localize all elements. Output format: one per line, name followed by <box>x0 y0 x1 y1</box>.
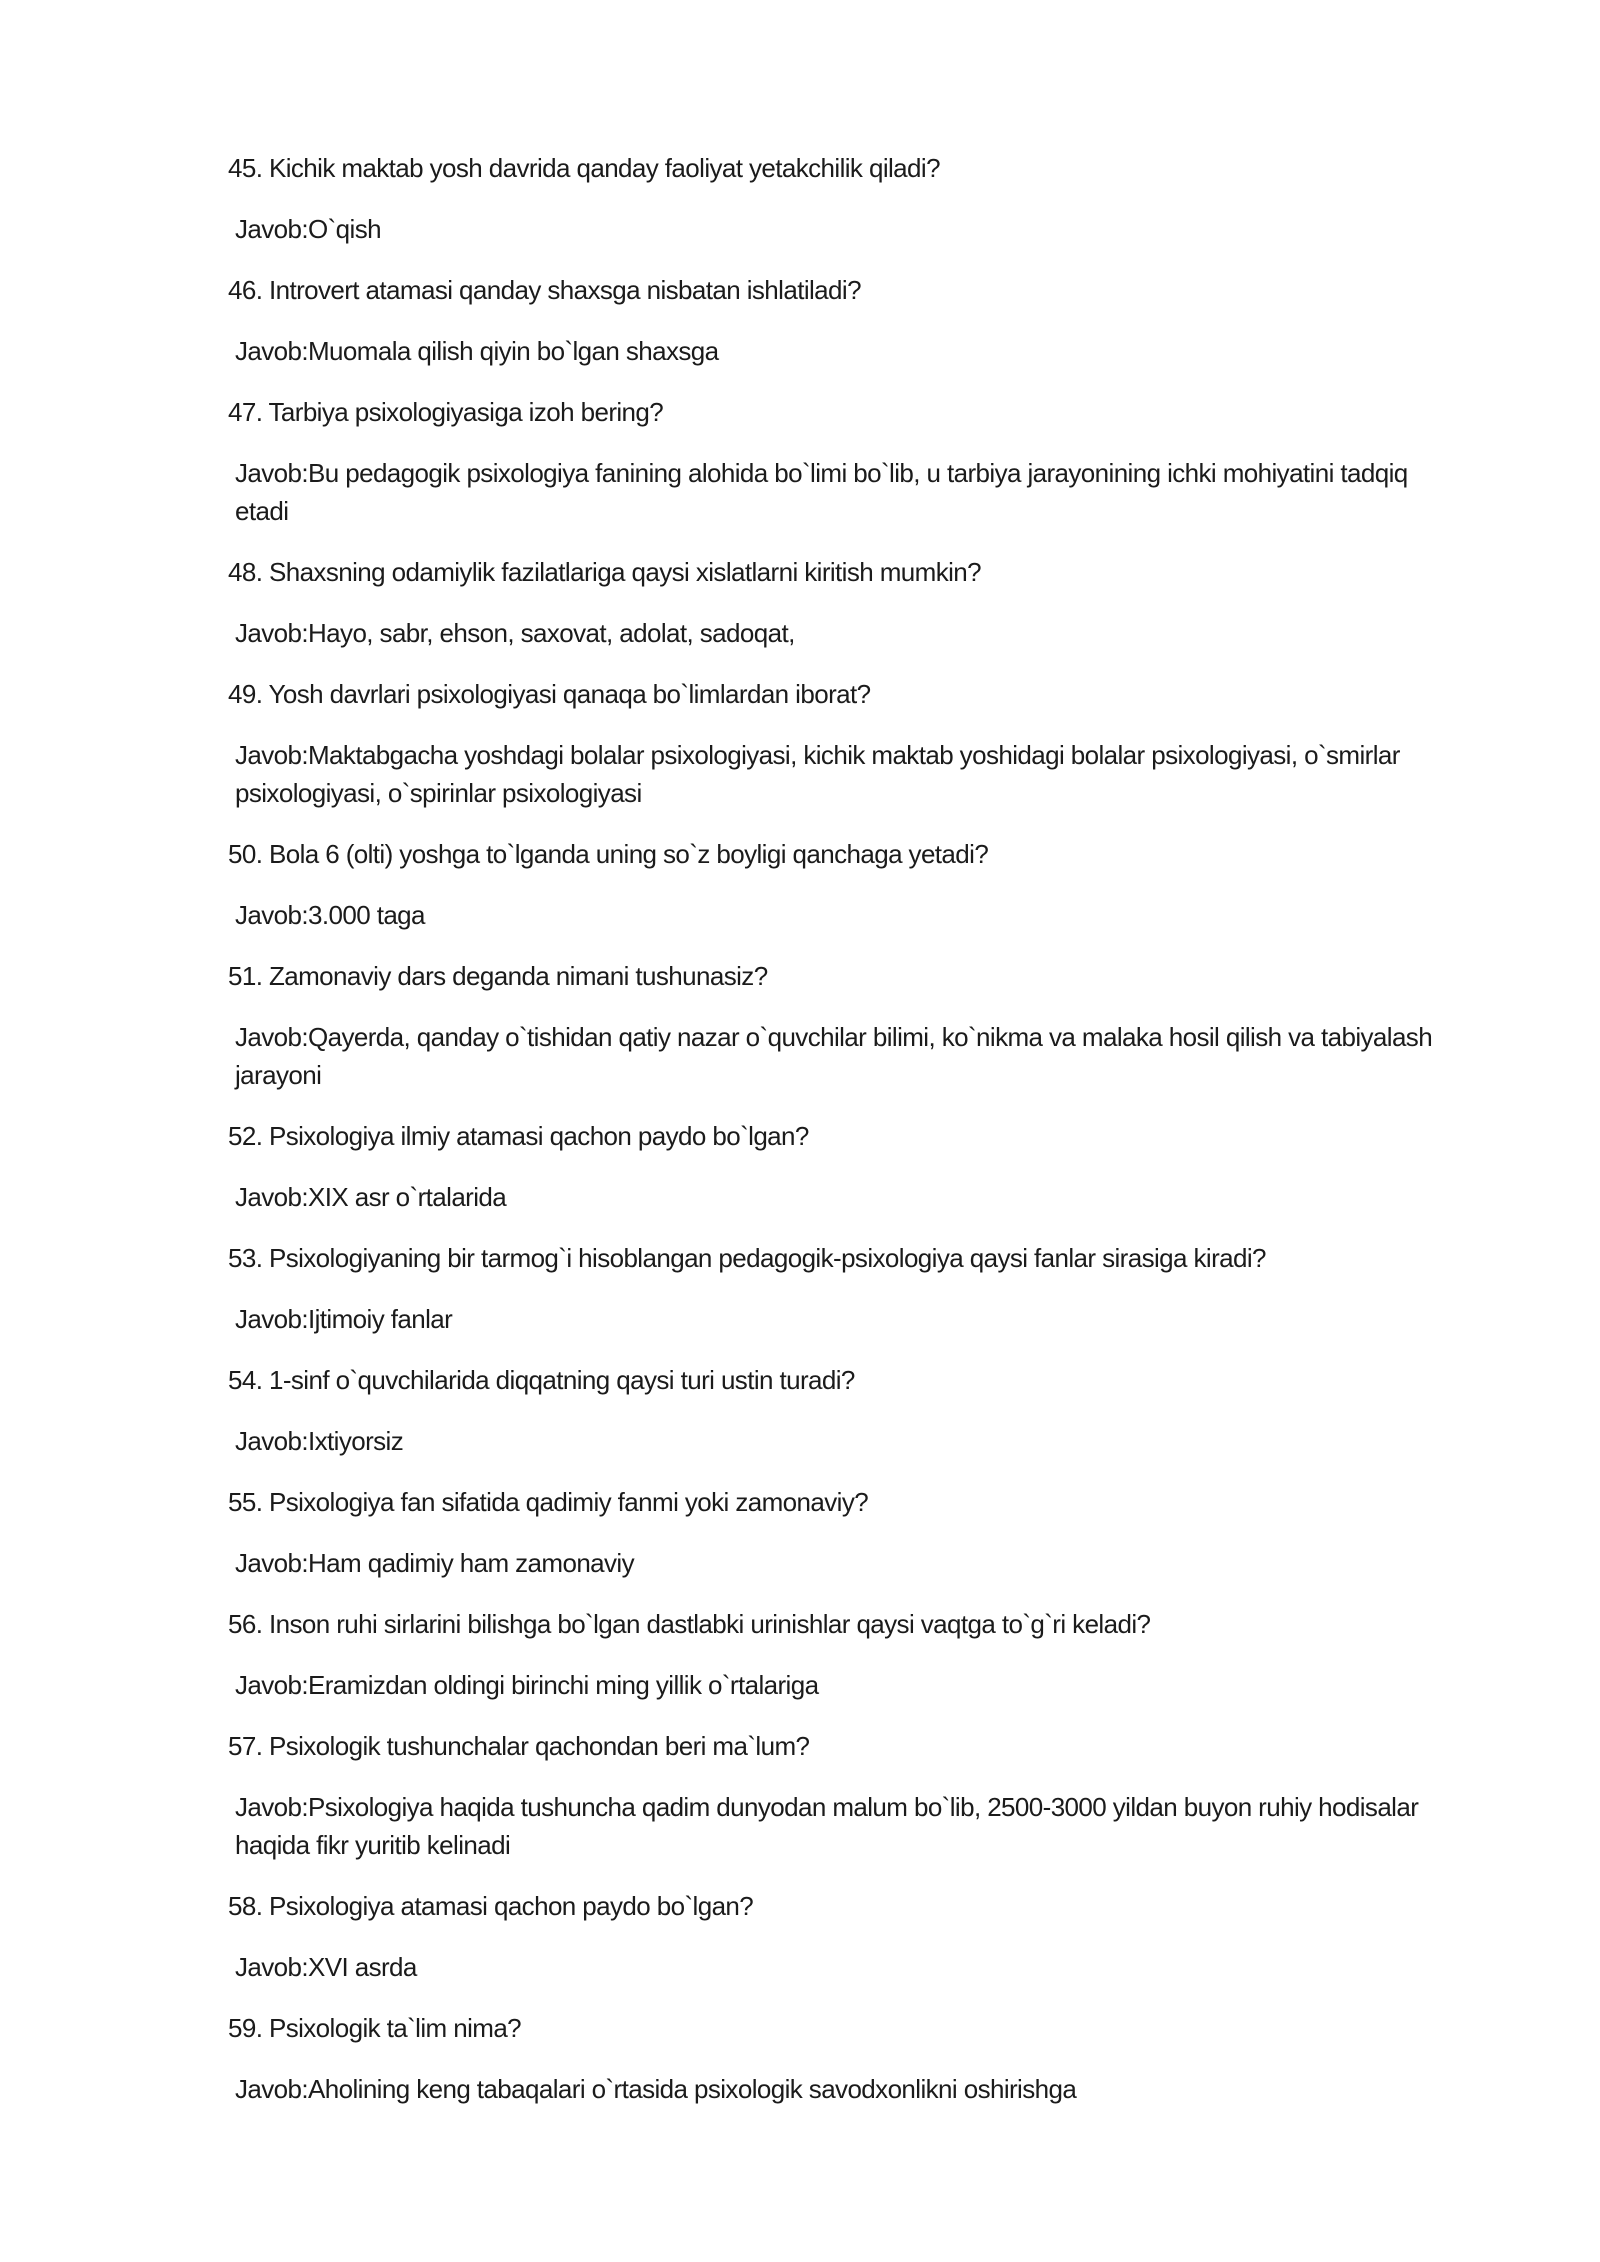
question-45: 45. Kichik maktab yosh davrida qanday faoliyat yetakchilik qiladi? <box>228 153 940 183</box>
question-52: 52. Psixologiya ilmiy atamasi qachon paydo bo`lgan? <box>228 1121 809 1151</box>
answer-54: Javob:Ixtiyorsiz <box>235 1426 404 1456</box>
answer-45: Javob:O`qish <box>235 214 381 244</box>
question-50: 50. Bola 6 (olti) yoshga to`lganda uning so`z boyligi qanchaga yetadi? <box>228 839 989 869</box>
question-57: 57. Psixologik tushunchalar qachondan beri ma`lum? <box>228 1731 810 1761</box>
answer-58: Javob:XVI asrda <box>235 1952 417 1982</box>
question-51: 51. Zamonaviy dars deganda nimani tushunasiz? <box>228 961 768 991</box>
question-54: 54. 1-sinf o`quvchilarida diqqatning qaysi turi ustin turadi? <box>228 1365 855 1395</box>
answer-52: Javob:XIX asr o`rtalarida <box>235 1182 507 1212</box>
question-53: 53. Psixologiyaning bir tarmog`i hisoblangan pedagogik-psixologiya qaysi fanlar sirasiga kiradi? <box>228 1243 1266 1273</box>
answer-57: Javob:Psixologiya haqida tushuncha qadim dunyodan malum bo`lib, 2500-3000 yildan buyon ruhiy hodisalar haqida fikr yuritib kelinadi <box>235 1792 1419 1860</box>
answer-49: Javob:Maktabgacha yoshdagi bolalar psixologiyasi, kichik maktab yoshidagi bolalar psixologiyasi, o`smirlar psixologiyasi, o`spirinlar psixologiyasi <box>235 740 1400 808</box>
question-55: 55. Psixologiya fan sifatida qadimiy fanmi yoki zamonaviy? <box>228 1487 869 1517</box>
question-47: 47. Tarbiya psixologiyasiga izoh bering? <box>228 397 664 427</box>
question-48: 48. Shaxsning odamiylik fazilatlariga qaysi xislatlarni kiritish mumkin? <box>228 557 982 587</box>
answer-55: Javob:Ham qadimiy ham zamonaviy <box>235 1548 635 1578</box>
answer-51: Javob:Qayerda, qanday o`tishidan qatiy nazar o`quvchilar bilimi, ko`nikma va malaka hosil qilish va tabiyalash jarayoni <box>235 1022 1433 1090</box>
answer-53: Javob:Ijtimoiy fanlar <box>235 1304 453 1334</box>
answer-48: Javob:Hayo, sabr, ehson, saxovat, adolat, sadoqat, <box>235 618 795 648</box>
question-49: 49. Yosh davrlari psixologiyasi qanaqa bo`limlardan iborat? <box>228 679 871 709</box>
answer-46: Javob:Muomala qilish qiyin bo`lgan shaxsga <box>235 336 719 366</box>
answer-47: Javob:Bu pedagogik psixologiya fanining alohida bo`limi bo`lib, u tarbiya jarayonining ichki mohiyatini tadqiq etadi <box>235 458 1408 526</box>
question-58: 58. Psixologiya atamasi qachon paydo bo`lgan? <box>228 1891 754 1921</box>
question-46: 46. Introvert atamasi qanday shaxsga nisbatan ishlatiladi? <box>228 275 861 305</box>
answer-50: Javob:3.000 taga <box>235 900 425 930</box>
answer-59: Javob:Aholining keng tabaqalari o`rtasida psixologik savodxonlikni oshirishga <box>235 2074 1077 2104</box>
answer-56: Javob:Eramizdan oldingi birinchi ming yillik o`rtalariga <box>235 1670 819 1700</box>
question-56: 56. Inson ruhi sirlarini bilishga bo`lgan dastlabki urinishlar qaysi vaqtga to`g`ri keladi? <box>228 1609 1151 1639</box>
question-59: 59. Psixologik ta`lim nima? <box>228 2013 522 2043</box>
